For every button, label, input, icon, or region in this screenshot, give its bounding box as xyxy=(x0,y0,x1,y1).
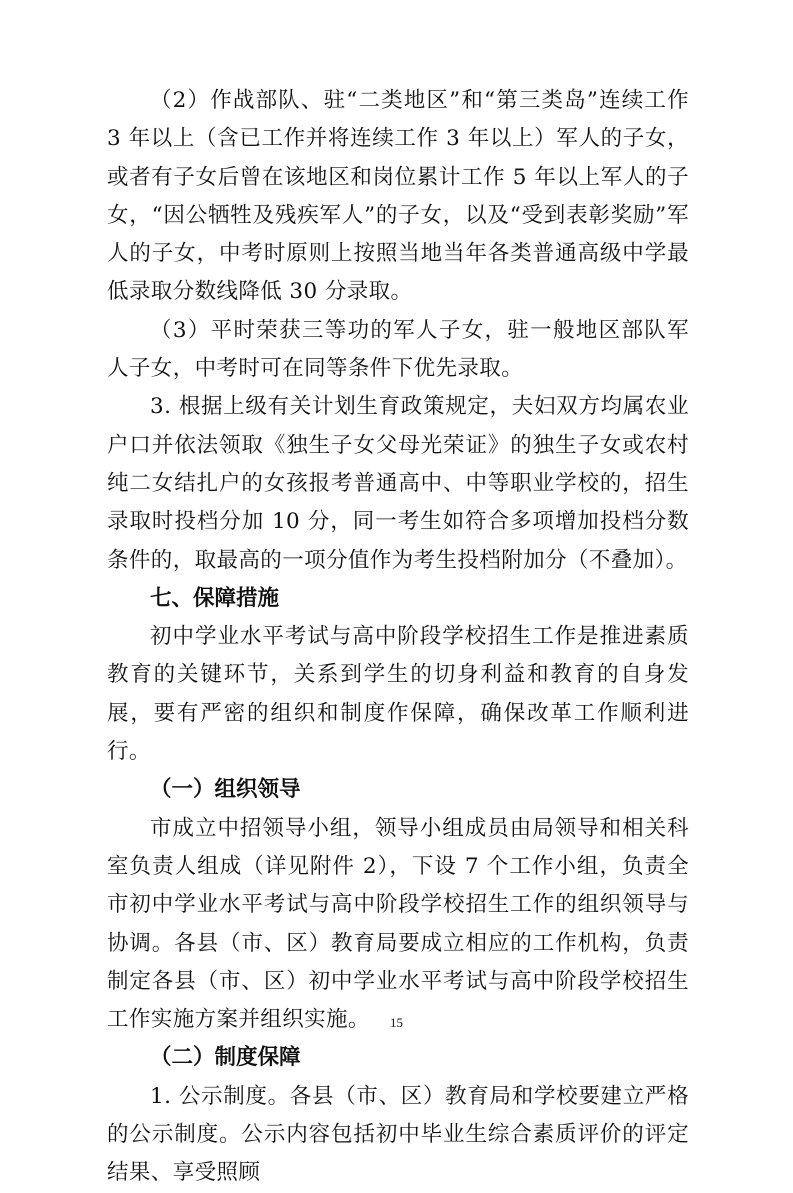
section-heading-safeguards: 七、保障措施 xyxy=(150,585,280,611)
page-number: 15 xyxy=(390,1015,403,1030)
paragraph-military-children-bonus: （2）作战部队、驻“二类地区”和“第三类岛”连续工作 3 年以上（含已工作并将连续工作 3 年以上）军人的子女，或者有子女后曾在该地区和岗位累计工作 5 年以上军人的子女，“因公牺牲及残疾军人”的子女，以及“受到表彰奖励”军人的子女，中考时原则上按照当地当年各类普通高级中学最低录取分数线降低 30 分录取。 xyxy=(107,88,689,305)
paragraph-safeguards-intro: 初中学业水平考试与高中阶段学校招生工作是推进素质教育的关键环节，关系到学生的切身利益和教育的自身发展，要有严密的组织和制度作保障，确保改革工作顺利进行。 xyxy=(107,624,689,765)
paragraph-organization-leadership: 市成立中招领导小组，领导小组成员由局领导和相关科室负责人组成（详见附件 2），下设 7 个工作小组，负责全市初中学业水平考试与高中阶段学校招生工作的组织领导与协调。各县（市、区）教育局要成立相应的工作机构，负责制定各县（市、区）初中学业水平考试与高中阶段学校招生工作实施方案并组织实施。 xyxy=(107,815,689,1033)
paragraph-publicity-system: 1. 公示制度。各县（市、区）教育局和学校要建立严格的公示制度。公示内容包括初中毕业生综合素质评价的评定结果、享受照顾 xyxy=(107,1083,689,1186)
subsection-heading-institutional: （二）制度保障 xyxy=(150,1045,301,1071)
subsection-heading-organization: （一）组织领导 xyxy=(150,777,301,803)
paragraph-third-class-merit: （3）平时荣获三等功的军人子女，驻一般地区部队军人子女，中考时可在同等条件下优先录取。 xyxy=(107,317,689,382)
paragraph-family-planning-bonus: 3. 根据上级有关计划生育政策规定，夫妇双方均属农业户口并依法领取《独生子女父母光荣证》的独生子女或农村纯二女结扎户的女孩报考普通高中、中等职业学校的，招生录取时投档分加 10 分，同一考生如符合多项增加投档分数条件的，取最高的一项分值作为考生投档附加分（不叠加）。 xyxy=(107,394,689,573)
